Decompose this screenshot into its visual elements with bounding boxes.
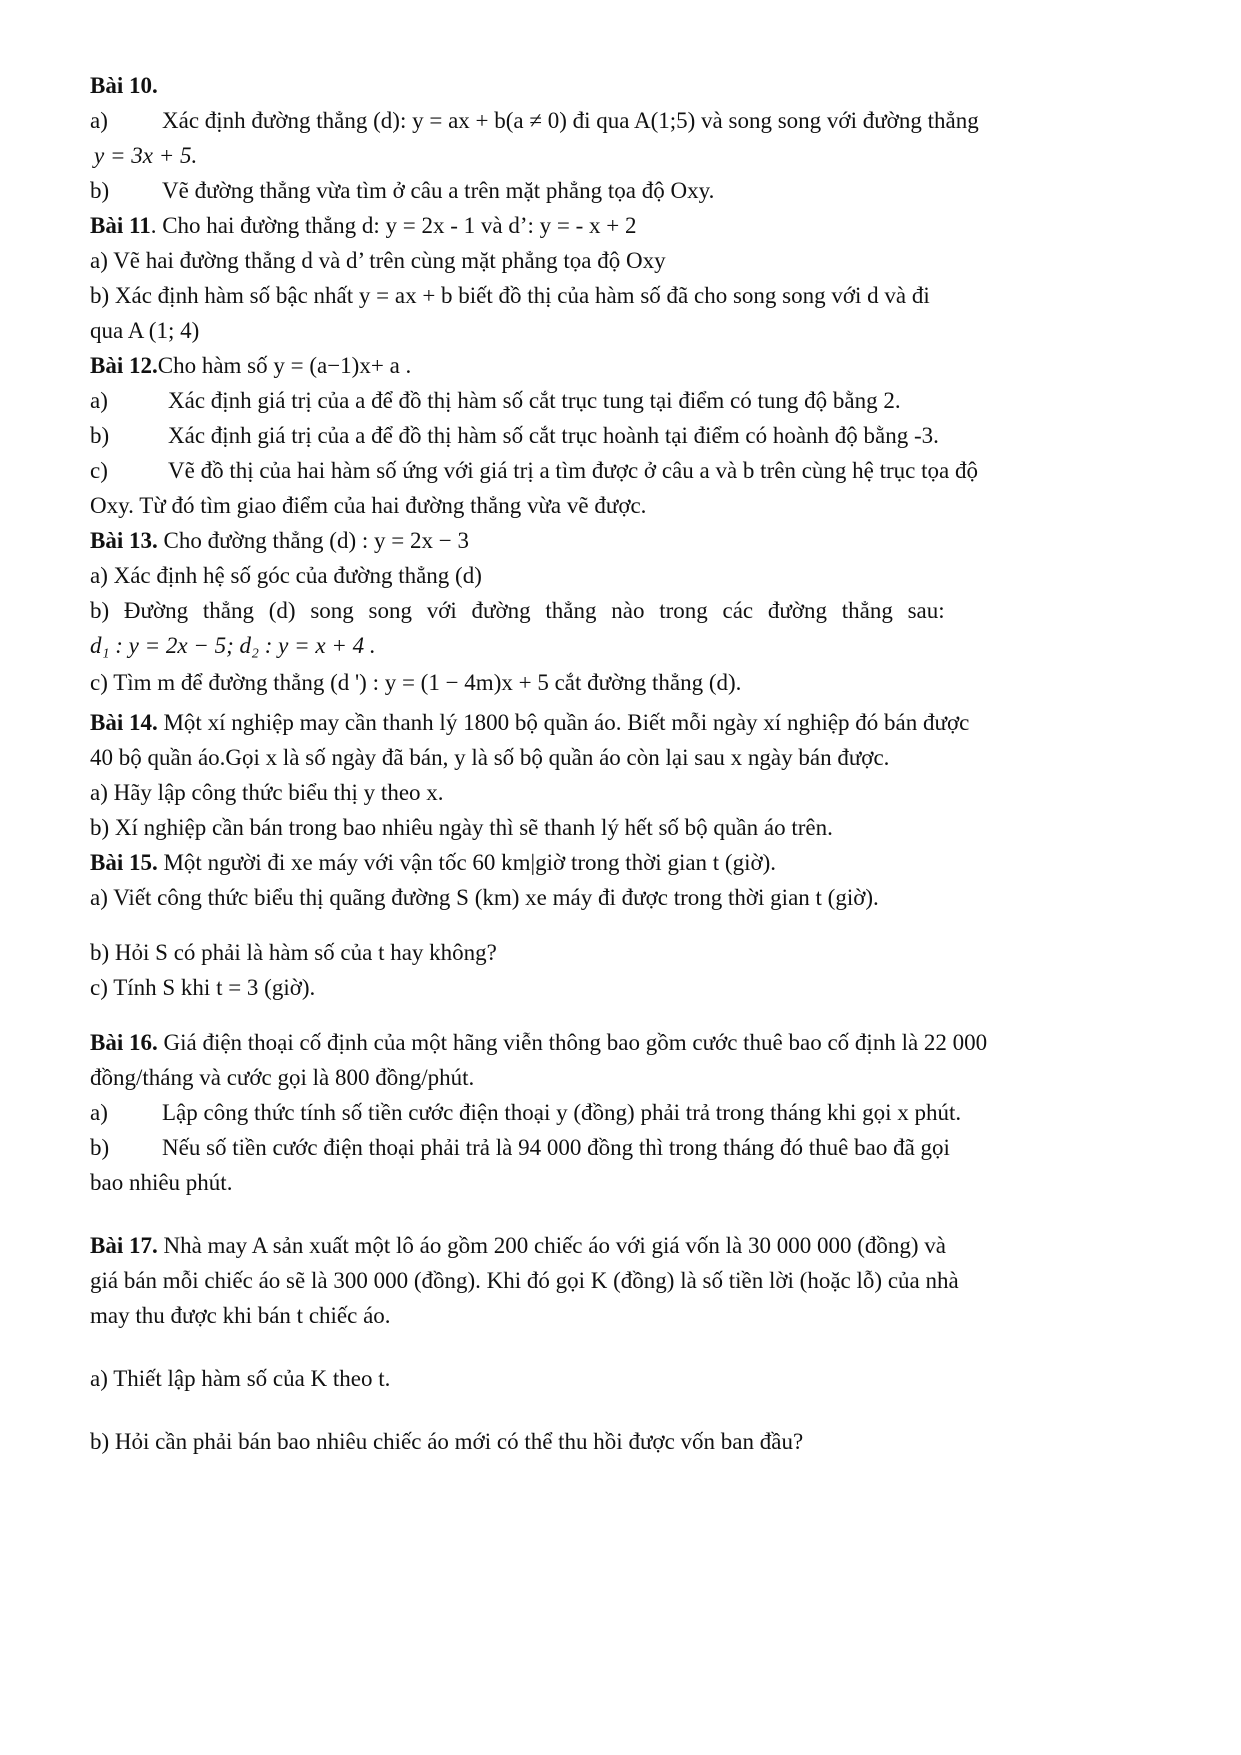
problem-14-intro-cont: 40 bộ quần áo.Gọi x là số ngày đã bán, y là số bộ quần áo còn lại sau x ngày bán được.	[90, 745, 890, 770]
part-text: Lập công thức tính số tiền cước điện thoại y (đồng) phải trả trong tháng khi gọi x phút.	[162, 1100, 962, 1125]
problem-14-intro	[90, 705, 1150, 740]
problem-11-part-b-cont: qua A (1; 4)	[90, 318, 200, 343]
problem-13-part-b: b) Đường thẳng (d) song song với đường thẳng nào trong các đường thẳng sau:	[90, 598, 945, 623]
part-label: a)	[90, 1100, 108, 1125]
part-label: c)	[90, 458, 108, 483]
problem-14-part-a: a) Hãy lập công thức biểu thị y theo x.	[90, 780, 444, 805]
problem-12-intro	[90, 348, 1150, 383]
problem-11-title: Bài 11	[90, 213, 151, 238]
problem-text: Nhà may A sản xuất một lô áo gồm 200 chiếc áo với giá vốn là 30 000 000 (đồng) và	[157, 1233, 947, 1258]
problem-16-intro	[90, 1025, 1150, 1060]
problem-13-intro	[90, 523, 1150, 558]
problem-16-part-b	[90, 1130, 1150, 1165]
problem-text: . Cho hai đường thẳng d: y = 2x - 1 và d’: y = - x + 2	[150, 213, 637, 238]
problem-13-part-b-cont: d₁ : y = 2x − 5; d₂ : y = x + 4 .	[90, 633, 376, 658]
part-label: a)	[90, 108, 108, 133]
problem-16-intro-cont: đồng/tháng và cước gọi là 800 đồng/phút.	[90, 1065, 475, 1090]
problem-16-part-b-cont: bao nhiêu phút.	[90, 1170, 233, 1195]
part-label: a)	[90, 388, 108, 413]
problem-17-part-b: b) Hỏi cần phải bán bao nhiêu chiếc áo mới có thể thu hồi được vốn ban đầu?	[90, 1429, 804, 1454]
part-text: Xác định giá trị của a để đồ thị hàm số cắt trục tung tại điểm có tung độ bằng 2.	[168, 388, 901, 413]
problem-10-part-a	[90, 103, 1150, 138]
problem-14-title: Bài 14.	[90, 710, 158, 735]
problem-10-part-b	[90, 173, 1150, 208]
problem-13-title: Bài 13.	[90, 528, 158, 553]
problem-17-intro-cont2: may thu được khi bán t chiếc áo.	[90, 1303, 391, 1328]
problem-17-intro	[90, 1228, 1150, 1263]
document-page	[90, 68, 1150, 1459]
problem-text: Cho đường thẳng (d) : y = 2x − 3	[157, 528, 469, 553]
part-text: Vẽ đồ thị của hai hàm số ứng với giá trị a tìm được ở câu a và b trên cùng hệ trục tọa độ	[168, 458, 978, 483]
problem-12-part-b	[90, 418, 1150, 453]
problem-10-part-a-cont: y = 3x + 5.	[94, 143, 198, 168]
problem-15-part-a: a) Viết công thức biểu thị quãng đường S (km) xe máy đi được trong thời gian t (giờ).	[90, 885, 879, 910]
problem-17-intro-cont: giá bán mỗi chiếc áo sẽ là 300 000 (đồng). Khi đó gọi K (đồng) là số tiền lời (hoặc lỗ) của nhà	[90, 1268, 959, 1293]
problem-10-title: Bài 10.	[90, 73, 158, 98]
problem-text: Cho hàm số y = (a−1)x+ a .	[157, 353, 412, 378]
problem-12-part-c-cont: Oxy. Từ đó tìm giao điểm của hai đường thẳng vừa vẽ được.	[90, 493, 647, 518]
problem-11-part-a: a) Vẽ hai đường thẳng d và d’ trên cùng mặt phẳng tọa độ Oxy	[90, 248, 666, 273]
problem-12-part-a	[90, 383, 1150, 418]
part-label: b)	[90, 178, 110, 203]
problem-13-part-c: c) Tìm m để đường thẳng (d ') : y = (1 − 4m)x + 5 cắt đường thẳng (d).	[90, 670, 742, 695]
problem-17-part-a: a) Thiết lập hàm số của K theo t.	[90, 1366, 391, 1391]
problem-13-part-a: a) Xác định hệ số góc của đường thẳng (d)	[90, 563, 482, 588]
problem-text: Một người đi xe máy với vận tốc 60 km|giờ trong thời gian t (giờ).	[157, 850, 777, 875]
problem-16-title: Bài 16.	[90, 1030, 158, 1055]
problem-14-part-b: b) Xí nghiệp cần bán trong bao nhiêu ngày thì sẽ thanh lý hết số bộ quần áo trên.	[90, 815, 833, 840]
problem-text: Giá điện thoại cố định của một hãng viễn thông bao gồm cước thuê bao cố định là 22 000	[157, 1030, 988, 1055]
problem-15-part-c: c) Tính S khi t = 3 (giờ).	[90, 975, 316, 1000]
part-text: Xác định giá trị của a để đồ thị hàm số cắt trục hoành tại điểm có hoành độ bằng -3.	[168, 423, 939, 448]
problem-15-intro	[90, 845, 1150, 880]
problem-15-part-b: b) Hỏi S có phải là hàm số của t hay không?	[90, 940, 497, 965]
problem-12-part-c	[90, 453, 1150, 488]
part-text: Nếu số tiền cước điện thoại phải trả là 94 000 đồng thì trong tháng đó thuê bao đã gọi	[162, 1135, 950, 1160]
part-label: b)	[90, 1135, 110, 1160]
problem-11-intro	[90, 208, 1150, 243]
problem-text: Một xí nghiệp may cần thanh lý 1800 bộ quần áo. Biết mỗi ngày xí nghiệp đó bán được	[157, 710, 970, 735]
part-text: Vẽ đường thẳng vừa tìm ở câu a trên mặt phẳng tọa độ Oxy.	[162, 178, 715, 203]
problem-12-title: Bài 12.	[90, 353, 158, 378]
part-text: Xác định đường thẳng (d): y = ax + b(a ≠ 0) đi qua A(1;5) và song song với đường thẳng	[162, 108, 979, 133]
problem-16-part-a	[90, 1095, 1150, 1130]
problem-17-title: Bài 17.	[90, 1233, 158, 1258]
problem-15-title: Bài 15.	[90, 850, 158, 875]
problem-11-part-b: b) Xác định hàm số bậc nhất y = ax + b biết đồ thị của hàm số đã cho song song với d và đi	[90, 283, 930, 308]
part-label: b)	[90, 423, 110, 448]
